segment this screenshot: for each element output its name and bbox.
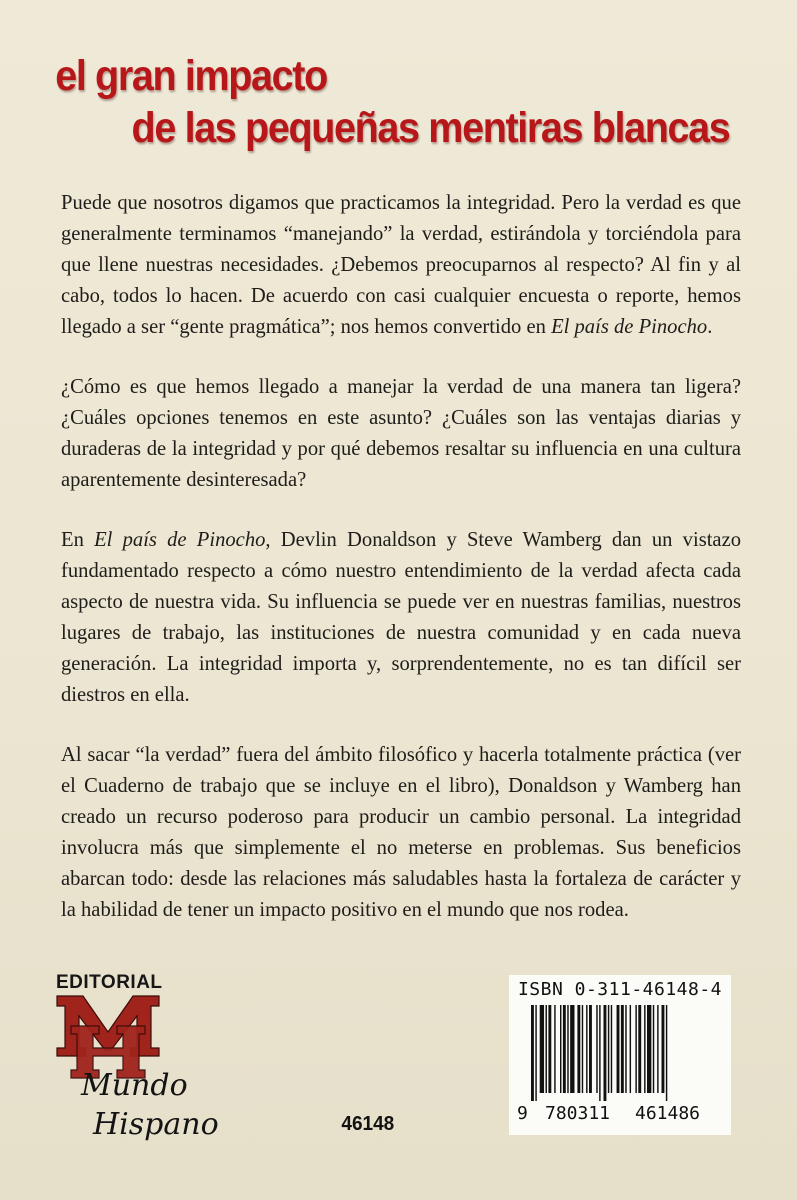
paragraph-1-text: Puede que nosotros digamos que practicamos la integridad. Pero la verdad es que generalmente terminamos “manejando” la verdad, estirándola y torciéndola para que llene nuestras necesidades. ¿Debemos preocuparnos al respecto? Al fin y al cabo, todos lo hacen. De acuerdo con casi cualquier encuesta o reporte, hemos llegado a ser “gente pragmática”; nos hemos convertido en bbox=[61, 192, 741, 338]
publisher-name-line-1: Mundo bbox=[81, 1068, 188, 1103]
barcode-digit-group-2: 461486 bbox=[635, 1103, 701, 1124]
paragraph-3-start: En bbox=[61, 529, 95, 551]
title-line-1: el gran impacto bbox=[55, 52, 327, 100]
synopsis bbox=[61, 188, 741, 955]
paragraph-3 bbox=[61, 525, 741, 711]
publisher-logo bbox=[53, 972, 253, 1152]
isbn-label: ISBN 0-311-46148-4 bbox=[517, 979, 723, 1000]
paragraph-2: ¿Cómo es que hemos llegado a manejar la verdad de una manera tan ligera? ¿Cuáles opciones tenemos en este asunto? ¿Cuáles son las ventajas diarias y duraderas de la integridad y por qué debemos resaltar su influencia en una cultura aparentemente desinteresada? bbox=[61, 376, 741, 491]
barcode-digit-first: 9 bbox=[517, 1103, 528, 1124]
title-line-2: de las pequeñas mentiras blancas bbox=[131, 104, 730, 152]
publisher-name-line-2: Hispano bbox=[93, 1107, 219, 1142]
paragraph-1 bbox=[61, 188, 741, 343]
paragraph-1-end: . bbox=[707, 316, 713, 338]
paragraph-1-book-title: El país de Pinocho bbox=[551, 316, 708, 338]
paragraph-4: Al sacar “la verdad” fuera del ámbito filosófico y hacerla totalmente práctica (ver el Cuaderno de trabajo que se incluye en el libro), Donaldson y Wamberg han creado un recurso poderoso para producir un cambio personal. La integridad involucra más que simplemente el no meterse en problemas. Sus beneficios abarcan todo: desde las relaciones más saludables hasta la fortaleza de carácter y la habilidad de tener un impacto positivo en el mundo que nos rodea. bbox=[61, 744, 741, 921]
paragraph-3-text: , Devlin Donaldson y Steve Wamberg dan un vistazo fundamentado respecto a cómo nuestro entendimiento de la verdad afecta cada aspecto de nuestra vida. Su influencia se puede ver en nuestras familias, nuestros lugares de trabajo, las instituciones de nuestra comunidad y en cada nueva generación. La integridad importa y, sorprendentemente, no es tan difícil ser diestros en ella. bbox=[61, 529, 742, 706]
barcode-digit-group-1: 780311 bbox=[545, 1103, 611, 1124]
publisher-label: EDITORIAL bbox=[56, 972, 163, 993]
barcode-bars-icon bbox=[531, 1005, 711, 1101]
paragraph-3-book-title: El país de Pinocho bbox=[94, 529, 266, 551]
mh-monogram-icon bbox=[53, 992, 163, 1080]
isbn-barcode bbox=[509, 975, 731, 1135]
product-code: 46148 bbox=[341, 1113, 395, 1135]
